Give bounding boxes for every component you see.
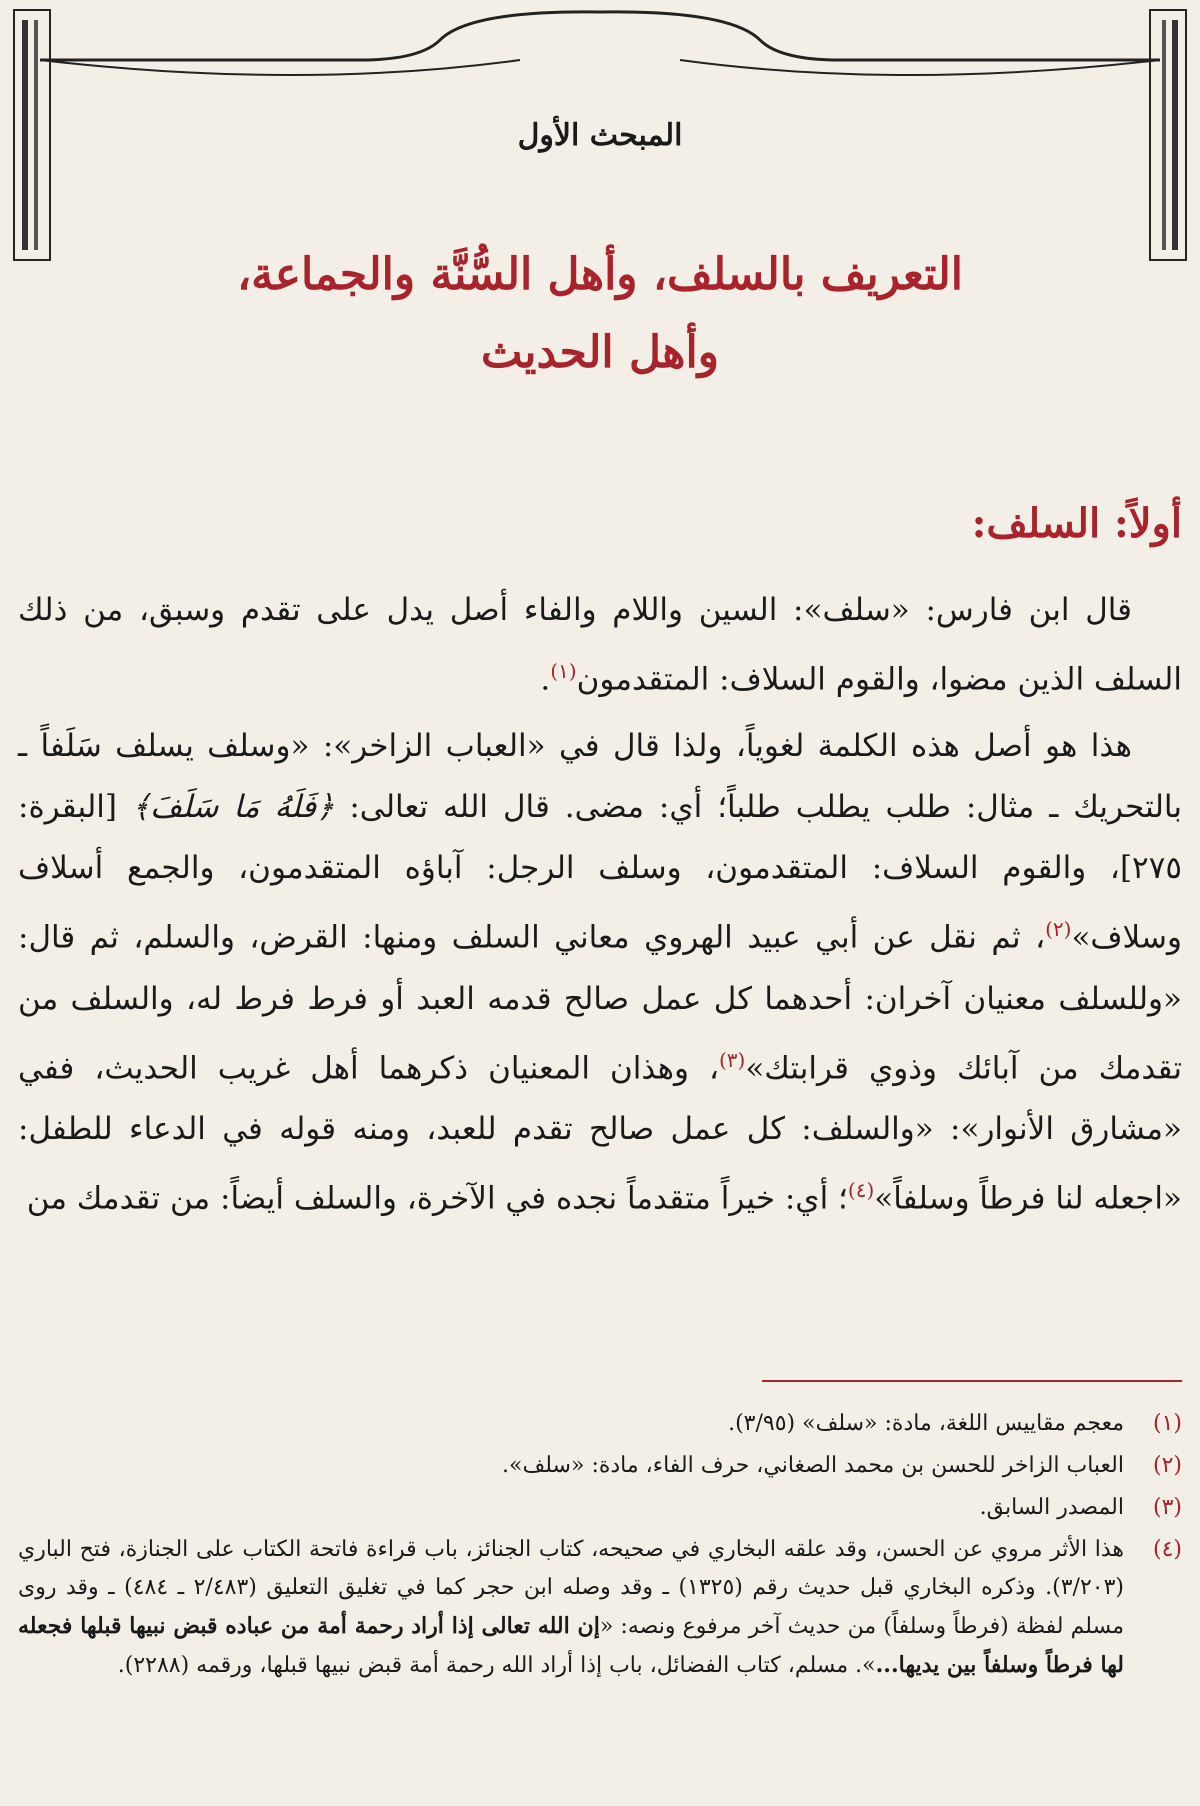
chapter-title-line-2: وأهل الحديث (481, 327, 719, 378)
footnote-ref-1: (١) (550, 659, 577, 683)
footnote-3 (18, 1489, 1182, 1527)
footnote-number: (٣) (1152, 1495, 1182, 1520)
footnote-text: معجم مقاييس اللغة، مادة: «سلف» (٣/٩٥). (728, 1411, 1124, 1436)
footnote-number: (٢) (1152, 1453, 1182, 1478)
paragraph-2-text-d: ، وهذان المعنيان ذكرهما أهل غريب الحديث، ففي «مشارق الأنوار»: «والسلف: كل عمل صالح تقدم للعبد، ومنه قوله في الدعاء للطفل: «اجعله لنا فرطاً وسلفاً» (18, 1049, 1182, 1217)
footnote-text (18, 1531, 1124, 1685)
paragraph-2-text-e: ؛ أي: خيراً متقدماً نجده في الآخرة، والسلف أيضاً: من تقدمك من (26, 1180, 848, 1217)
footnote-number: (١) (1152, 1411, 1182, 1436)
paragraph-1 (18, 580, 1182, 710)
subheading-salaf: أولاً: السلف: (971, 500, 1182, 547)
paragraph-2-text-c: ، ثم نقل عن أبي عبيد الهروي معاني السلف ومنها: القرض، والسلم، ثم قال: «وللسلف معنيان آخران: أحدهما كل عمل صالح قدمه العبد أو فرط فرط له، والسلف من تقدمك من آبائك وذوي قرابتك» (18, 919, 1182, 1086)
paragraph-2-text-b: [البقرة: ٢٧٥]، والقوم السلاف: المتقدمون، وسلف الرجل: آباؤه المتقدمون، والجمع أسلاف وسلاف» (18, 789, 1182, 956)
footnote-2 (18, 1447, 1182, 1485)
footnote-number: (٤) (1152, 1537, 1182, 1562)
footnote-ref-2: (٢) (1045, 917, 1072, 942)
footnote-4 (18, 1531, 1182, 1685)
footnotes (18, 1405, 1182, 1689)
hadith-quote: إن الله تعالى إذا أراد رحمة أمة من عباده قبض نبيها قبلها فجعله لها فرطاً وسلفاً بين يديها... (18, 1613, 1124, 1678)
footnote-4-text-a: هذا الأثر مروي عن الحسن، وقد علقه البخاري في صحيحه، كتاب الجنائز، باب قراءة فاتحة الكتاب على الجنازة، فتح الباري (٣/٢٠٣). وذكره البخاري قبل حديث رقم (١٣٢٥) ـ وقد وصله ابن حجر كما في تغليق التعليق (٢/٤٨٣ ـ ٤٨٤) ـ وقد روى مسلم لفظة (فرطاً وسلفاً) من حديث آخر مرفوع ونصه: « (18, 1537, 1124, 1639)
paragraph-2 (18, 716, 1182, 1229)
footnote-1 (18, 1405, 1182, 1443)
body-text (18, 580, 1182, 1235)
section-label: المبحث الأول (517, 118, 683, 153)
chapter-title-line-1: التعريف بالسلف، وأهل السُّنَّة والجماعة، (236, 249, 964, 300)
quran-quote: ﴿فَلَهُ مَا سَلَفَ﴾ (131, 789, 335, 826)
footnote-4-text-b: ». مسلم، كتاب الفضائل، باب إذا أراد الله رحمة أمة قبض نبيها قبلها، ورقمه (٢٢٨٨). (117, 1653, 876, 1678)
footnote-ref-4: (٤) (847, 1177, 875, 1202)
footnote-text: العباب الزاخر للحسن بن محمد الصغاني، حرف الفاء، مادة: «سلف». (502, 1453, 1124, 1478)
footnote-text: المصدر السابق. (979, 1495, 1124, 1520)
paragraph-1-text: قال ابن فارس: «سلف»: السين واللام والفاء أصل يدل على تقدم وسبق، من ذلك السلف الذين مضوا، والقوم السلاف: المتقدمون (18, 592, 1182, 698)
paragraph-2-text-a: هذا هو أصل هذه الكلمة لغوياً، ولذا قال في «العباب الزاخر»: «وسلف يسلف سَلَفاً ـ بالتحريك ـ مثال: طلب يطلب طلباً؛ أي: مضى. قال الله تعالى: (18, 728, 1183, 826)
chapter-title (80, 236, 1120, 392)
footnote-ref-3: (٣) (718, 1047, 746, 1072)
footnote-divider (762, 1380, 1182, 1382)
paragraph-1-end: . (540, 661, 551, 698)
